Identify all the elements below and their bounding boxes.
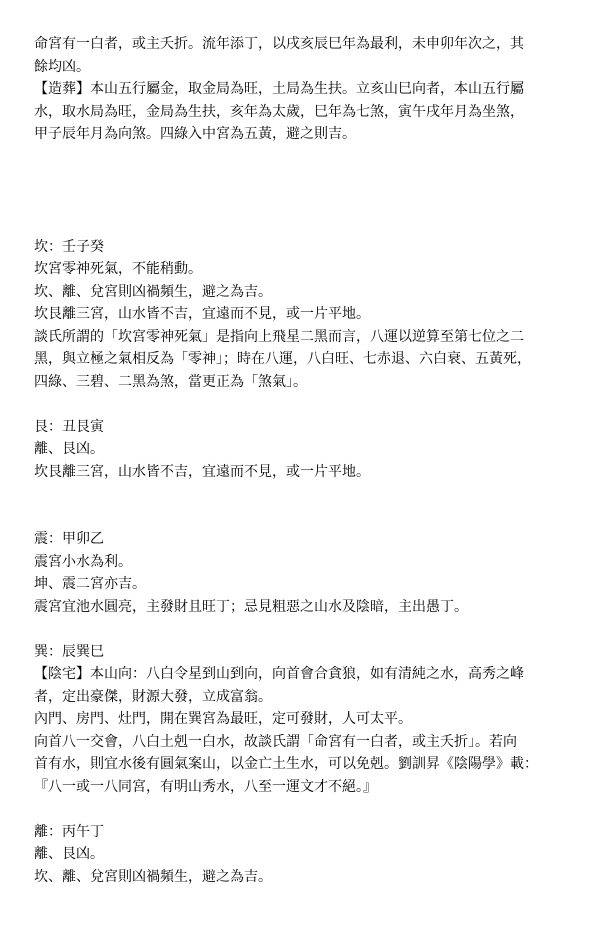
section-zhen	[34, 528, 574, 618]
section-xun	[34, 641, 574, 799]
spacer	[34, 798, 574, 821]
section-kan	[34, 236, 574, 394]
text-line: 黑，與立極之氣相反為「零神」；時在八運，八白旺、七赤退、六白衰、五黃死，	[34, 351, 531, 367]
text-line: 坤、震二宮亦吉。	[34, 576, 146, 592]
text-line: 首有水，則宜水後有圓氣案山，以金亡土生水，可以免剋。劉訓昇《陰陽學》載：	[34, 756, 538, 772]
text-line: 命宮有一白者，或主夭折。流年添丁，以戌亥辰巳年為最利，未申卯年次之，其	[34, 36, 524, 52]
text-line: 震宮宜池水圓亮，主發財且旺丁；忌見粗惡之山水及陰暗，主出愚丁。	[34, 598, 468, 615]
text-line: 坎艮離三宮，山水皆不吉，宜遠而不見，或一片平地。	[34, 463, 370, 480]
text-line: 【陰宅】本山向：八白令星到山到向，向首會合貪狼，如有清純之水，高秀之峰	[34, 666, 524, 682]
text-line: 『八一或一八同宮，有明山秀水，八至一運文才不絕。』	[34, 778, 377, 795]
zangzang-paragraph	[34, 78, 574, 146]
text-line: 離、艮凶。	[34, 846, 104, 862]
text-line: 甲子辰年月為向煞。四綠入中宮為五黃，避之則吉。	[34, 126, 356, 142]
text-line: 坎艮離三宮，山水皆不吉，宜遠而不見，或一片平地。	[34, 306, 370, 322]
spacer	[34, 618, 574, 641]
text-line: 談氏所謂的「坎宮零神死氣」是指向上飛星二黑而言，八運以逆算至第七位之二	[34, 328, 524, 345]
section-heading: 離：丙午丁	[34, 823, 104, 840]
text-line: 餘均凶。	[34, 58, 90, 75]
text-line: 四綠、三碧、二黑為煞，當更正為「煞氣」。	[34, 373, 307, 390]
section-heading: 坎：壬子癸	[34, 238, 104, 255]
section-li	[34, 821, 574, 889]
text-line: 震宮小水為利。	[34, 553, 132, 570]
text-line: 坎、離、兌宮則凶禍頻生，避之為吉。	[34, 868, 272, 885]
text-line: 坎、離、兌宮則凶禍頻生，避之為吉。	[34, 283, 272, 300]
section-gen	[34, 416, 574, 484]
text-line: 向首八一交會，八白土剋一白水，故談氏謂「命宮有一白者，或主夭折」。若向	[34, 733, 517, 750]
section-heading: 震：甲卯乙	[34, 531, 104, 547]
section-heading: 巽：辰巽巳	[34, 643, 104, 660]
text-line: 水，取水局為旺，金局為生扶，亥年為太歲，巳年為七煞，寅午戌年月為坐煞，	[34, 103, 524, 120]
spacer	[34, 393, 574, 416]
text-line: 【造葬】本山五行屬金，取金局為旺，土局為生扶。立亥山巳向者，本山五行屬	[34, 81, 524, 97]
text-line: 離、艮凶。	[34, 441, 104, 457]
text-line: 內門、房門、灶門，開在巽宮為最旺，定可發財，人可太平。	[34, 711, 412, 727]
document-page	[34, 33, 574, 888]
spacer	[34, 146, 574, 236]
spacer	[34, 483, 574, 528]
text-line: 坎宮零神死氣，不能稍動。	[34, 261, 202, 277]
section-heading: 艮：丑艮寅	[34, 418, 104, 435]
intro-paragraph	[34, 33, 574, 78]
text-line: 者，定出豪傑，財源大發，立成富翁。	[34, 688, 272, 705]
